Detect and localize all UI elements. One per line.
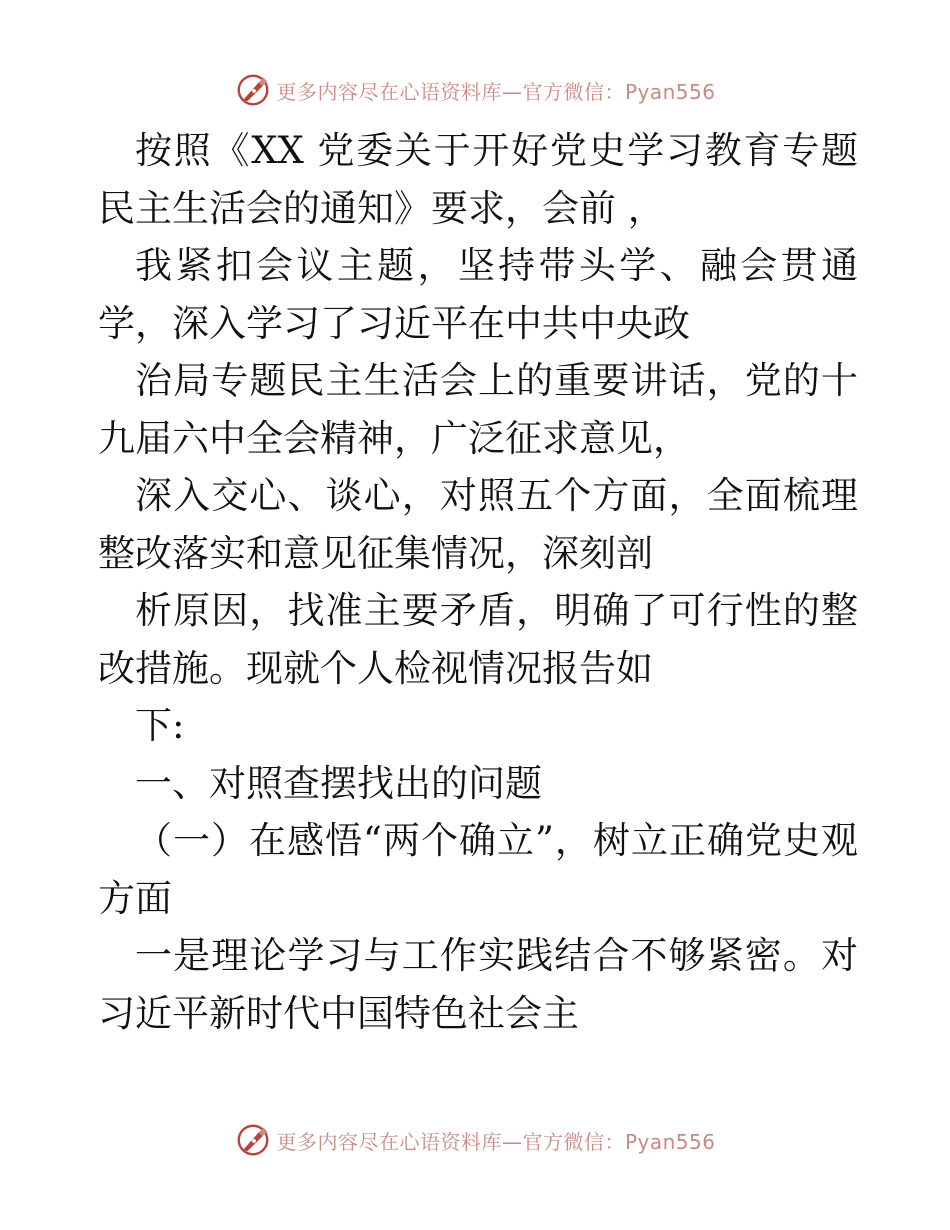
paragraph: 我紧扣会议主题，坚持带头学、融会贯通学，深入学习了习近平在中共中央政 (98, 244, 858, 345)
paragraph: 下: (135, 704, 185, 747)
pen-nib-logo (234, 71, 272, 109)
paragraph: 一是理论学习与工作实践结合不够紧密。对习近平新时代中国特色社会主 (98, 934, 858, 1035)
paragraph: 深入交心、谈心，对照五个方面，全面梳理整改落实和意见征集情况，深刻剖 (98, 474, 858, 575)
pen-nib-logo (234, 1121, 272, 1159)
footer-watermark (0, 1120, 950, 1160)
header-watermark (0, 70, 950, 110)
watermark-text: 更多内容尽在心语资料库—官方微信：Pyan556 (276, 1129, 716, 1154)
section-heading: 一、对照查摆找出的问题 (135, 761, 542, 805)
watermark-text: 更多内容尽在心语资料库—官方微信：Pyan556 (276, 79, 716, 104)
subsection-heading: （一）在感悟“两个确立”，树立正确党史观方面 (98, 819, 858, 920)
paragraph: 析原因，找准主要矛盾，明确了可行性的整改措施。现就个人检视情况报告如 (98, 589, 858, 690)
paragraph: 按照《XX 党委关于开好党史学习教育专题民主生活会的通知》要求，会前 ， (98, 129, 858, 230)
paragraph: 治局专题民主生活会上的重要讲话，党的十九届六中全会精神，广泛征求意见， (98, 359, 858, 460)
document-body (98, 122, 858, 1042)
